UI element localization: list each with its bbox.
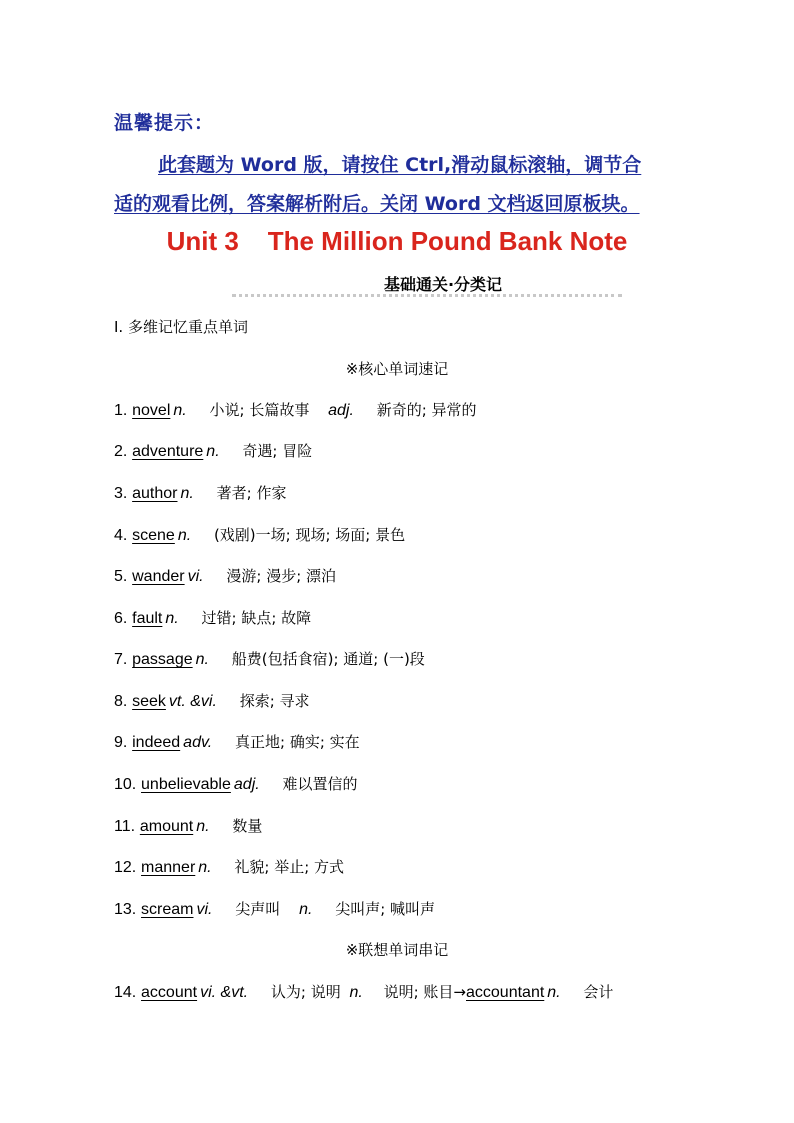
dotted-divider	[232, 294, 622, 297]
vocab-word: adventure	[132, 443, 204, 460]
vocab-word: passage	[132, 651, 193, 668]
tip-line-2: 适的观看比例，答案解析附后。关闭 Word 文档返回原板块。	[114, 193, 640, 215]
vocab-word: manner	[141, 859, 196, 876]
word-entry: 2. adventure n. 奇遇; 冒险	[114, 442, 313, 460]
vocab-word: indeed	[132, 734, 181, 751]
sub-heading-associative: ※联想单词串记	[345, 941, 449, 959]
vocab-word: scene	[132, 527, 175, 544]
vocab-word: account	[141, 984, 198, 1001]
vocab-word: novel	[132, 402, 171, 419]
word-entry: 4. scene n. (戏剧)一场; 现场; 场面; 景色	[114, 526, 406, 544]
word-entry: 12. manner n. 礼貌; 举止; 方式	[114, 858, 345, 876]
vocab-word: author	[132, 485, 178, 502]
sub-heading-core: ※核心单词速记	[345, 360, 449, 378]
word-entry: 1. novel n. 小说; 长篇故事 adj. 新奇的; 异常的	[114, 401, 477, 419]
unit-title: Unit 3 The Million Pound Bank Note	[166, 226, 628, 256]
tip-line-1: 此套题为 Word 版，请按住 Ctrl,滑动鼠标滚轴，调节合	[158, 154, 642, 176]
word-entry: 11. amount n. 数量	[114, 817, 263, 835]
word-entry: 6. fault n. 过错; 缺点; 故障	[114, 609, 312, 627]
tip-title: 温馨提示：	[114, 112, 215, 134]
word-entry: 10. unbelievable adj. 难以置信的	[114, 775, 358, 793]
section-heading: 基础通关·分类记	[383, 275, 503, 294]
vocab-word: amount	[139, 818, 194, 835]
derived-word: accountant	[466, 984, 545, 1001]
word-entry: 14. account vi. &vt. 认为; 说明 n. 说明; 账目→accountant n. 会计	[114, 983, 614, 1001]
vocab-word: unbelievable	[141, 776, 231, 793]
vocab-word: scream	[141, 901, 194, 918]
part-heading: Ⅰ. 多维记忆重点单词	[114, 318, 248, 336]
word-entry: 8. seek vt. &vi. 探索; 寻求	[114, 692, 310, 710]
word-entry: 9. indeed adv. 真正地; 确实; 实在	[114, 733, 360, 751]
vocab-word: seek	[132, 693, 166, 710]
word-entry: 5. wander vi. 漫游; 漫步; 漂泊	[114, 567, 337, 585]
tip-body	[114, 146, 694, 224]
word-entry: 7. passage n. 船费(包括食宿); 通道; (一)段	[114, 650, 425, 668]
word-entry: 13. scream vi. 尖声叫 n. 尖叫声; 喊叫声	[114, 900, 436, 918]
word-entry: 3. author n. 著者; 作家	[114, 484, 287, 502]
vocab-word: wander	[132, 568, 185, 585]
vocab-word: fault	[132, 610, 163, 627]
